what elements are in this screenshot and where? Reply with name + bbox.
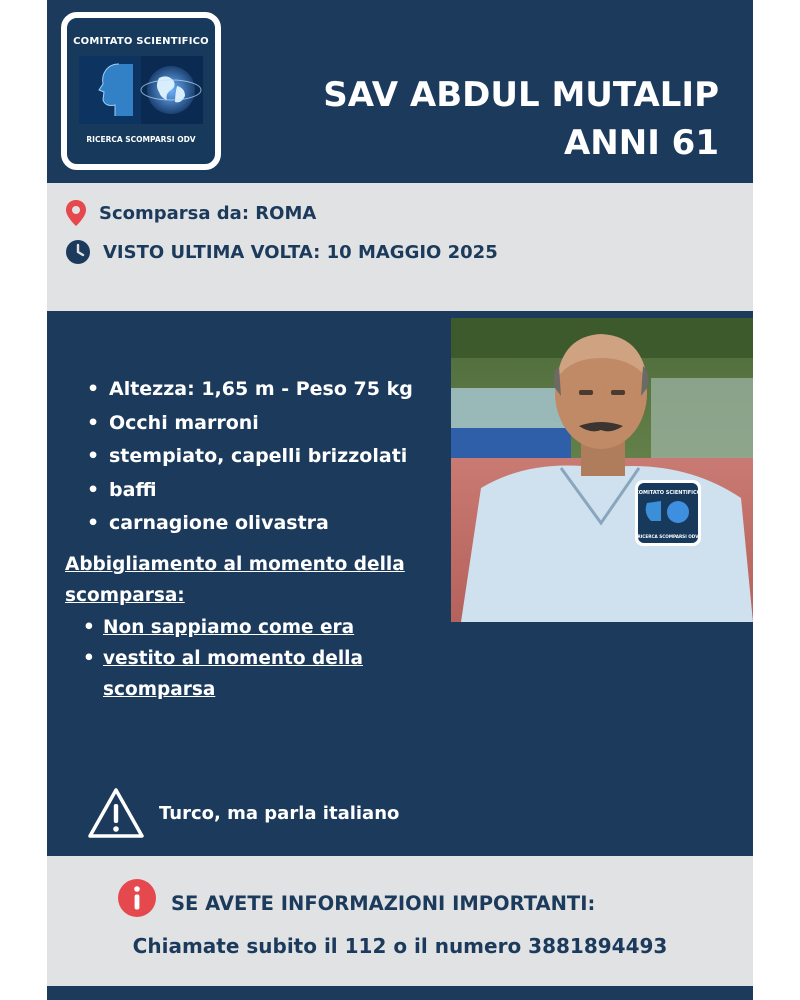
clothing-list [83,612,403,705]
location-pin-icon [65,199,87,227]
last-seen-row [65,239,498,265]
language-note-row [87,787,399,839]
poster-header [47,0,753,183]
organization-logo [61,12,221,170]
person-age: ANNI 61 [563,122,719,163]
missing-info-band [47,183,753,311]
trait-hair: • stempiato, capelli brizzolati [85,440,413,474]
person-photo [451,318,753,622]
person-title [323,72,719,167]
trait-height-weight: • Altezza: 1,65 m - Peso 75 kg [85,373,413,407]
missing-person-poster [47,0,753,1000]
clothing-item: • Non sappiamo come era [83,612,403,643]
clothing-item: • vestito al momento della scomparsa [83,643,403,705]
contact-phone-line: Chiamate subito il 112 o il numero 3881894493 [132,934,668,958]
details-section [47,311,753,856]
logo-top-text: COMITATO SCIENTIFICO [73,36,209,47]
bottom-strip [47,986,753,1000]
clock-icon [65,239,91,265]
logo-bottom-text: RICERCA SCOMPARSI ODV [86,135,196,144]
contact-heading: SE AVETE INFORMAZIONI IMPORTANTI: [171,891,596,915]
photo-badge-top-text: COMITATO SCIENTIFICO [635,490,701,496]
language-note-text: Turco, ma parla italiano [159,802,400,824]
trait-eyes: • Occhi marroni [85,407,413,441]
logo-globe-face-icon [79,56,203,124]
warning-triangle-icon [87,787,145,839]
trait-mustache: • baffi [85,474,413,508]
info-icon [117,878,157,918]
contact-heading-row [117,878,595,918]
missing-from-row [65,199,316,227]
last-seen-text: VISTO ULTIMA VOLTA: 10 MAGGIO 2025 [103,241,498,263]
person-name: SAV ABDUL MUTALIP [323,75,719,115]
contact-footer [47,856,753,986]
clothing-heading: Abbigliamento al momento della scomparsa: [65,554,405,606]
missing-from-text: Scomparsa da: ROMA [99,202,317,224]
physical-traits-list [85,373,413,541]
trait-complexion: • carnagione olivastra [85,507,413,541]
photo-badge-bottom-text: RICERCA SCOMPARSI ODV [637,534,699,539]
